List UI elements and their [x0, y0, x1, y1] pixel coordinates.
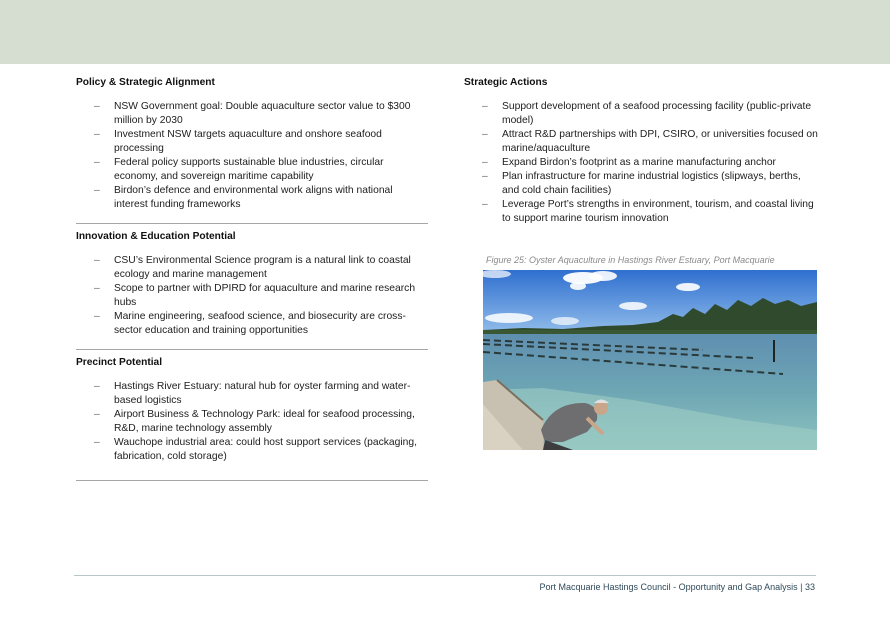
dash-icon: –	[94, 255, 100, 266]
oyster-estuary-photo	[483, 270, 817, 450]
section-divider	[76, 223, 428, 224]
list-item: – CSU’s Environmental Science program is a natural link to coastal ecology and marine management	[94, 255, 411, 280]
section-innovation	[76, 230, 428, 350]
list-item: – Marine engineering, seafood science, and biosecurity are cross-sector education and training opportunities	[94, 311, 406, 336]
section-title: Innovation & Education Potential	[76, 231, 236, 242]
list-item: – Plan infrastructure for marine industrial logistics (slipways, berths, and cold chain facilities)	[482, 171, 801, 196]
list-item: – Federal policy supports sustainable blue industries, circular economy, and sovereign maritime capability	[94, 157, 384, 182]
left-column	[76, 76, 428, 481]
dash-icon: –	[482, 199, 488, 210]
right-column	[464, 76, 818, 226]
bullet-list	[76, 100, 428, 212]
section-title: Precinct Potential	[76, 357, 163, 368]
list-item: – Investment NSW targets aquaculture and onshore seafood processing	[94, 129, 382, 154]
section-divider	[76, 349, 428, 350]
figure-caption: Figure 25: Oyster Aquaculture in Hastings River Estuary, Port Macquarie	[486, 255, 775, 265]
header-band	[0, 0, 890, 64]
dash-icon: –	[94, 185, 100, 196]
section-precinct	[76, 356, 428, 481]
dash-icon: –	[94, 157, 100, 168]
list-item: – Attract R&D partnerships with DPI, CSIRO, or universities focused on marine/aquaculture	[482, 129, 818, 154]
list-item: – Airport Business & Technology Park: ideal for seafood processing, R&D, marine technology assembly	[94, 409, 415, 434]
list-item: – Scope to partner with DPIRD for aquaculture and marine research hubs	[94, 283, 416, 308]
dash-icon: –	[94, 409, 100, 420]
bullet-list	[76, 254, 428, 338]
bullet-list	[76, 380, 428, 464]
dash-icon: –	[94, 381, 100, 392]
section-title: Policy & Strategic Alignment	[76, 77, 215, 88]
dash-icon: –	[94, 101, 100, 112]
list-item: – Support development of a seafood processing facility (public-private model)	[482, 101, 812, 126]
dash-icon: –	[94, 129, 100, 140]
dash-icon: –	[482, 101, 488, 112]
dash-icon: –	[482, 157, 488, 168]
dash-icon: –	[482, 129, 488, 140]
list-item: – Expand Birdon’s footprint as a marine manufacturing anchor	[482, 157, 776, 168]
section-divider	[76, 480, 428, 481]
list-item: – Birdon’s defence and environmental work aligns with national interest funding frameworks	[94, 185, 393, 210]
list-item: – Hastings River Estuary: natural hub for oyster farming and water-based logistics	[94, 381, 411, 406]
list-item: – NSW Government goal: Double aquaculture sector value to $300 million by 2030	[94, 101, 411, 126]
dash-icon: –	[482, 171, 488, 182]
dash-icon: –	[94, 437, 100, 448]
list-item: – Leverage Port’s strengths in environment, tourism, and coastal living to support marine tourism innovation	[482, 199, 814, 224]
section-policy	[76, 76, 428, 224]
footer-page-label: Port Macquarie Hastings Council - Opportunity and Gap Analysis | 33	[539, 582, 815, 592]
bullet-list	[464, 100, 818, 226]
dash-icon: –	[94, 311, 100, 322]
section-title: Strategic Actions	[464, 77, 548, 88]
list-item: – Wauchope industrial area: could host support services (packaging, fabrication, cold storage)	[94, 437, 417, 462]
dash-icon: –	[94, 283, 100, 294]
footer-divider	[74, 575, 816, 576]
